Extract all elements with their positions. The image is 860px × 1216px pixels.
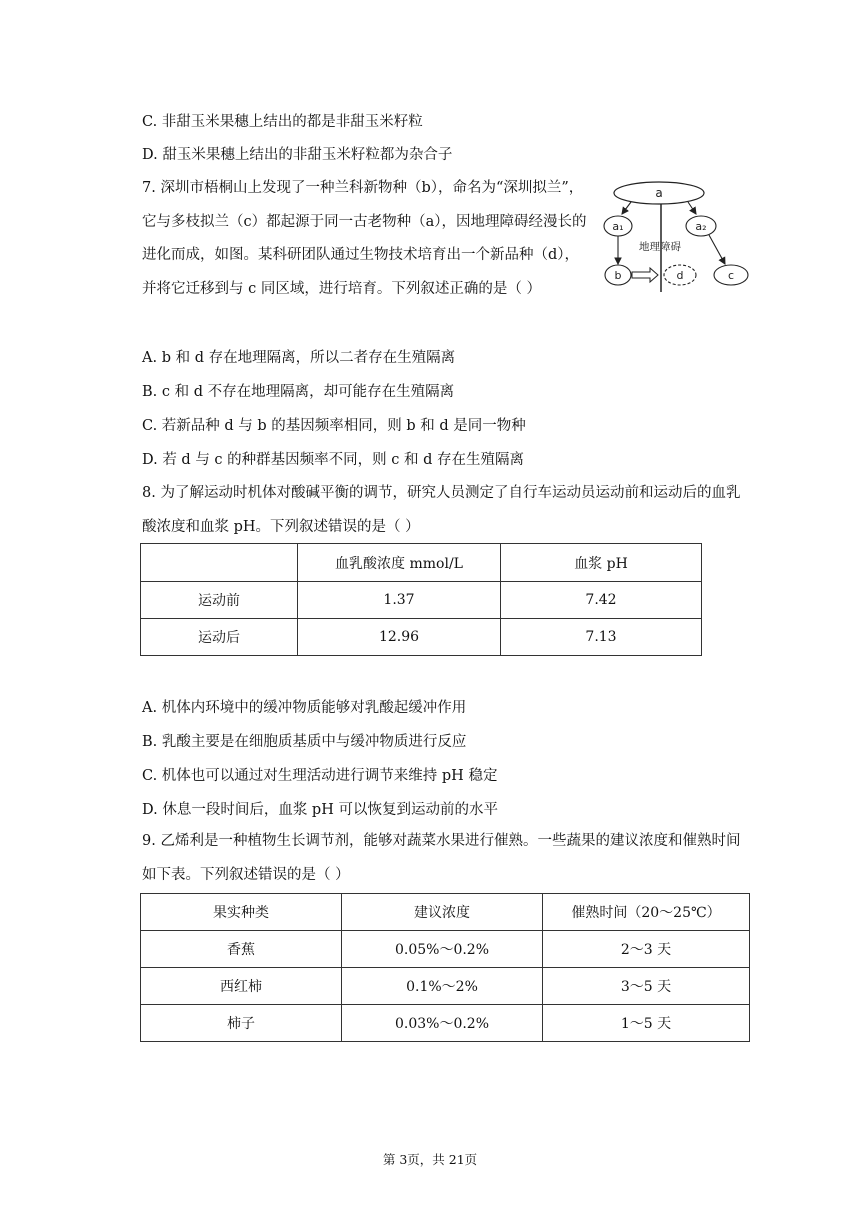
barrier-label: 地理障碍 bbox=[639, 241, 681, 253]
table-header-cell: 血浆 pH bbox=[501, 544, 702, 582]
table-cell: 运动前 bbox=[141, 582, 298, 619]
q8-stem: 8. 为了解运动时机体对酸碱平衡的调节，研究人员测定了自行车运动员运动前和运动后的血乳酸浓度和血浆 pH。下列叙述错误的是（ ） bbox=[142, 485, 741, 535]
q8-option-c: C. 机体也可以通过对生理活动进行调节来维持 pH 稳定 bbox=[142, 768, 498, 784]
q6-option-d: D. 甜玉米果穗上结出的非甜玉米籽粒都为杂合子 bbox=[142, 147, 453, 163]
table-cell: 0.05%～0.2% bbox=[342, 931, 543, 968]
q7-option-a: A. b 和 d 存在地理隔离，所以二者存在生殖隔离 bbox=[142, 350, 456, 366]
svg-text:a₁: a₁ bbox=[612, 220, 624, 233]
table-cell: 柿子 bbox=[141, 1005, 342, 1042]
table-cell: 运动后 bbox=[141, 619, 298, 656]
table-cell: 西红柿 bbox=[141, 968, 342, 1005]
table-cell: 3～5 天 bbox=[543, 968, 750, 1005]
q8-table bbox=[140, 543, 702, 656]
table-cell: 0.1%～2% bbox=[342, 968, 543, 1005]
table-header-cell: 催熟时间（20～25℃） bbox=[543, 894, 750, 931]
q7-option-b: B. c 和 d 不存在地理隔离，却可能存在生殖隔离 bbox=[142, 384, 455, 400]
svg-text:a₂: a₂ bbox=[695, 220, 707, 233]
table-header-cell: 果实种类 bbox=[141, 894, 342, 931]
q7-option-c: C. 若新品种 d 与 b 的基因频率相同，则 b 和 d 是同一物种 bbox=[142, 418, 526, 434]
q8-option-d: D. 休息一段时间后，血浆 pH 可以恢复到运动前的水平 bbox=[142, 802, 498, 818]
q7-option-d: D. 若 d 与 c 的种群基因频率不同，则 c 和 d 存在生殖隔离 bbox=[142, 452, 525, 468]
q9-stem: 9. 乙烯利是一种植物生长调节剂，能够对蔬菜水果进行催熟。一些蔬果的建议浓度和催熟时间如下表。下列叙述错误的是（ ） bbox=[142, 833, 741, 883]
q7-evolution-diagram bbox=[596, 180, 756, 292]
table-row bbox=[141, 1005, 750, 1042]
table-cell: 12.96 bbox=[298, 619, 501, 656]
table-header-cell bbox=[141, 544, 298, 582]
q6-option-c: C. 非甜玉米果穗上结出的都是非甜玉米籽粒 bbox=[142, 114, 423, 130]
table-cell: 7.13 bbox=[501, 619, 702, 656]
table-cell: 0.03%～0.2% bbox=[342, 1005, 543, 1042]
table-cell: 1.37 bbox=[298, 582, 501, 619]
table-row bbox=[141, 619, 702, 656]
svg-text:c: c bbox=[727, 269, 735, 282]
table-cell: 1～5 天 bbox=[543, 1005, 750, 1042]
table-header-cell: 建议浓度 bbox=[342, 894, 543, 931]
table-row bbox=[141, 931, 750, 968]
q7-stem: 7. 深圳市梧桐山上发现了一种兰科新物种（b），命名为“深圳拟兰”，它与多枝拟兰（c）都起源于同一古老物种（a），因地理障碍经漫长的进化而成，如图。某科研团队通过生物技术培育出一个新品种（d），并将它迁移到与 c 同区域，进行培育。下列叙述正确的是（ ） bbox=[142, 180, 587, 297]
node-a-label: a bbox=[655, 186, 663, 200]
svg-text:b: b bbox=[614, 269, 622, 282]
table-header-cell: 血乳酸浓度 mmol/L bbox=[298, 544, 501, 582]
table-cell: 香蕉 bbox=[141, 931, 342, 968]
svg-text:d: d bbox=[676, 269, 684, 282]
table-row bbox=[141, 968, 750, 1005]
q9-table bbox=[140, 893, 750, 1042]
table-header-row bbox=[141, 544, 702, 582]
page-footer: 第 3页，共 21页 bbox=[382, 1152, 478, 1167]
q8-option-a: A. 机体内环境中的缓冲物质能够对乳酸起缓冲作用 bbox=[142, 700, 467, 716]
q8-option-b: B. 乳酸主要是在细胞质基质中与缓冲物质进行反应 bbox=[142, 734, 467, 750]
table-cell: 7.42 bbox=[501, 582, 702, 619]
table-header-row bbox=[141, 894, 750, 931]
table-row bbox=[141, 582, 702, 619]
table-cell: 2～3 天 bbox=[543, 931, 750, 968]
